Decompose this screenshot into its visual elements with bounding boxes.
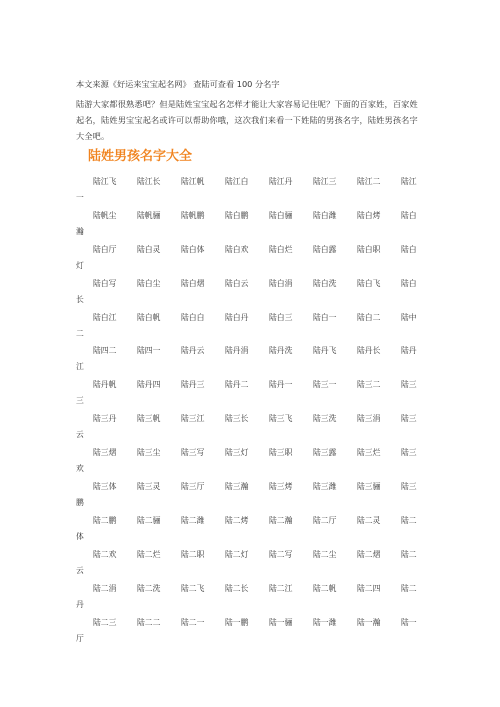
name-cell: 陆二涓 — [93, 583, 117, 593]
name-cell: 陆二瀚 — [269, 515, 293, 525]
name-cell-wrap: 云 — [76, 430, 84, 440]
name-cell: 陆三写 — [181, 448, 205, 458]
name-cell: 陆二长 — [225, 583, 249, 593]
name-cell: 陆三飞 — [269, 414, 293, 424]
name-cell-wrap: 二 — [76, 328, 84, 338]
name-cell: 陆白 — [401, 244, 417, 254]
name-cell: 陆二帆 — [313, 583, 337, 593]
name-cell: 陆白涓 — [269, 278, 293, 288]
name-cell: 陆三帆 — [137, 414, 161, 424]
name-cell: 陆江白 — [225, 177, 249, 186]
name-cell: 陆白尘 — [137, 278, 161, 288]
name-cell: 陆丹飞 — [313, 346, 337, 356]
name-cell: 陆丹二 — [225, 380, 249, 390]
name-cell: 陆江丹 — [269, 177, 293, 186]
name-cell-wrap: 欢 — [76, 464, 84, 474]
name-cell: 陆白灵 — [137, 244, 161, 254]
name-cell: 陆三涓 — [357, 414, 381, 424]
name-cell: 陆二灯 — [225, 549, 249, 559]
name-cell: 陆二职 — [181, 549, 205, 559]
name-cell: 陆江 — [401, 177, 417, 186]
name-row — [76, 441, 426, 475]
name-row — [76, 238, 426, 272]
name-cell: 陆丹云 — [181, 346, 205, 356]
name-cell: 陆丹长 — [357, 346, 381, 356]
name-row — [76, 204, 426, 238]
name-cell: 陆一瀚 — [357, 617, 381, 627]
name-cell: 陆三灵 — [137, 482, 161, 492]
name-cell: 陆二一 — [181, 617, 205, 627]
name-cell-wrap: 体 — [76, 531, 84, 541]
name-row — [76, 306, 426, 340]
name-cell: 陆二尘 — [313, 549, 337, 559]
name-cell: 陆二写 — [269, 549, 293, 559]
name-cell: 陆一 — [401, 617, 417, 627]
name-cell-wrap: 三 — [76, 396, 84, 406]
name-cell: 陆白熠 — [181, 278, 205, 288]
name-cell: 陆三骊 — [357, 482, 381, 492]
name-cell: 陆白白 — [181, 312, 205, 322]
name-cell: 陆白烂 — [269, 244, 293, 254]
name-cell: 陆帆鹏 — [181, 210, 205, 220]
name-cell: 陆二四 — [357, 583, 381, 593]
intro-paragraph: 陆游大家都很熟悉吧？但是陆姓宝宝起名怎样才能让大家容易记住呢？下面的百家姓，百家姓起名，陆姓男宝宝起名或许可以帮助你哦，这次我们来看一下姓陆的男孩名字，陆姓男孩名字大全吧。 — [76, 99, 418, 141]
name-cell: 陆二 — [401, 549, 417, 559]
name-cell-wrap: 鹏 — [76, 498, 84, 508]
name-cell: 陆三灯 — [225, 448, 249, 458]
name-cell: 陆白帆 — [137, 312, 161, 322]
name-cell: 陆江飞 — [93, 177, 117, 186]
name-cell: 陆二二 — [137, 617, 161, 627]
name-cell: 陆一骊 — [269, 617, 293, 627]
name-cell: 陆二三 — [93, 617, 117, 627]
article-body — [76, 78, 426, 144]
name-cell: 陆丹三 — [181, 380, 205, 390]
name-cell: 陆三尘 — [137, 448, 161, 458]
name-cell: 陆白体 — [181, 244, 205, 254]
name-cell-wrap: 长 — [76, 294, 84, 304]
name-cell-wrap: 云 — [76, 565, 84, 575]
name-cell: 陆江长 — [137, 177, 161, 186]
name-cell: 陆二熠 — [357, 549, 381, 559]
name-cell: 陆三丹 — [93, 414, 117, 424]
name-row — [76, 272, 426, 306]
name-cell: 陆二欢 — [93, 549, 117, 559]
name-cell: 陆白露 — [313, 244, 337, 254]
name-cell: 陆二飞 — [181, 583, 205, 593]
name-row — [76, 475, 426, 509]
name-cell-wrap: 丹 — [76, 599, 84, 609]
name-cell: 陆二 — [401, 583, 417, 593]
name-cell: 陆二烂 — [137, 549, 161, 559]
name-cell: 陆白写 — [93, 278, 117, 288]
name-cell: 陆白 — [401, 210, 417, 220]
name-cell: 陆白 — [401, 278, 417, 288]
name-cell: 陆白烤 — [357, 210, 381, 220]
name-row — [76, 577, 426, 611]
source-line: 本文来源《好运来宝宝起名网》 查陆可查看 100 分名字 — [76, 79, 280, 89]
name-cell: 陆二江 — [269, 583, 293, 593]
name-cell: 陆三洗 — [313, 414, 337, 424]
name-row — [76, 170, 426, 204]
name-cell: 陆四一 — [137, 346, 161, 356]
name-cell: 陆丹 — [401, 346, 417, 356]
name-cell: 陆三熠 — [93, 448, 117, 458]
name-cell: 陆二烤 — [225, 515, 249, 525]
name-cell: 陆二厅 — [313, 515, 337, 525]
name-cell: 陆白洗 — [313, 278, 337, 288]
name-cell: 陆三二 — [357, 380, 381, 390]
name-list — [76, 170, 426, 644]
name-cell: 陆丹涓 — [225, 346, 249, 356]
name-cell: 陆二 — [401, 515, 417, 525]
name-cell: 陆江二 — [357, 177, 381, 186]
name-cell: 陆白厅 — [93, 244, 117, 254]
name-cell: 陆三烤 — [269, 482, 293, 492]
name-row — [76, 611, 426, 645]
name-cell: 陆白骊 — [269, 210, 293, 220]
name-cell-wrap: 瀚 — [76, 226, 84, 236]
name-cell: 陆白丹 — [225, 312, 249, 322]
name-cell: 陆江帆 — [181, 177, 205, 186]
name-cell: 陆三 — [401, 482, 417, 492]
name-cell: 陆三潍 — [313, 482, 337, 492]
name-row — [76, 373, 426, 407]
name-cell: 陆丹帆 — [93, 380, 117, 390]
name-cell: 陆白云 — [225, 278, 249, 288]
name-cell: 陆白一 — [313, 312, 337, 322]
name-cell: 陆白职 — [357, 244, 381, 254]
name-cell: 陆白三 — [269, 312, 293, 322]
name-cell: 陆丹四 — [137, 380, 161, 390]
name-cell-wrap: 厅 — [76, 633, 84, 643]
name-cell: 陆白江 — [93, 312, 117, 322]
name-cell: 陆二骊 — [137, 515, 161, 525]
name-row — [76, 543, 426, 577]
name-cell: 陆三江 — [181, 414, 205, 424]
name-row — [76, 509, 426, 543]
name-cell: 陆二洗 — [137, 583, 161, 593]
name-cell: 陆白欢 — [225, 244, 249, 254]
name-cell: 陆帆尘 — [93, 210, 117, 220]
name-cell: 陆二灵 — [357, 515, 381, 525]
name-cell: 陆白鹏 — [225, 210, 249, 220]
name-cell: 陆三 — [401, 448, 417, 458]
name-cell: 陆三职 — [269, 448, 293, 458]
name-cell: 陆丹一 — [269, 380, 293, 390]
name-cell: 陆三 — [401, 380, 417, 390]
name-cell: 陆白二 — [357, 312, 381, 322]
name-cell: 陆一潍 — [313, 617, 337, 627]
name-row — [76, 407, 426, 441]
name-cell-wrap: 一 — [76, 193, 84, 202]
name-cell-wrap: 灯 — [76, 260, 84, 270]
name-cell: 陆三 — [401, 414, 417, 424]
name-cell: 陆白飞 — [357, 278, 381, 288]
name-cell: 陆二鹏 — [93, 515, 117, 525]
name-cell: 陆帆骊 — [137, 210, 161, 220]
name-cell: 陆三瀚 — [225, 482, 249, 492]
name-cell: 陆三长 — [225, 414, 249, 424]
name-cell: 陆中 — [401, 312, 417, 322]
name-cell: 陆三一 — [313, 380, 337, 390]
name-cell: 陆丹洗 — [269, 346, 293, 356]
name-row — [76, 339, 426, 373]
section-title: 陆姓男孩名字大全 — [88, 149, 193, 164]
name-cell: 陆江三 — [313, 177, 337, 186]
name-cell-wrap: 江 — [76, 362, 84, 372]
name-cell: 陆三烂 — [357, 448, 381, 458]
name-cell: 陆三体 — [93, 482, 117, 492]
name-cell: 陆三厅 — [181, 482, 205, 492]
name-cell: 陆四二 — [93, 346, 117, 356]
name-cell: 陆二潍 — [181, 515, 205, 525]
name-cell: 陆一鹏 — [225, 617, 249, 627]
name-cell: 陆三露 — [313, 448, 337, 458]
name-cell: 陆白潍 — [313, 210, 337, 220]
